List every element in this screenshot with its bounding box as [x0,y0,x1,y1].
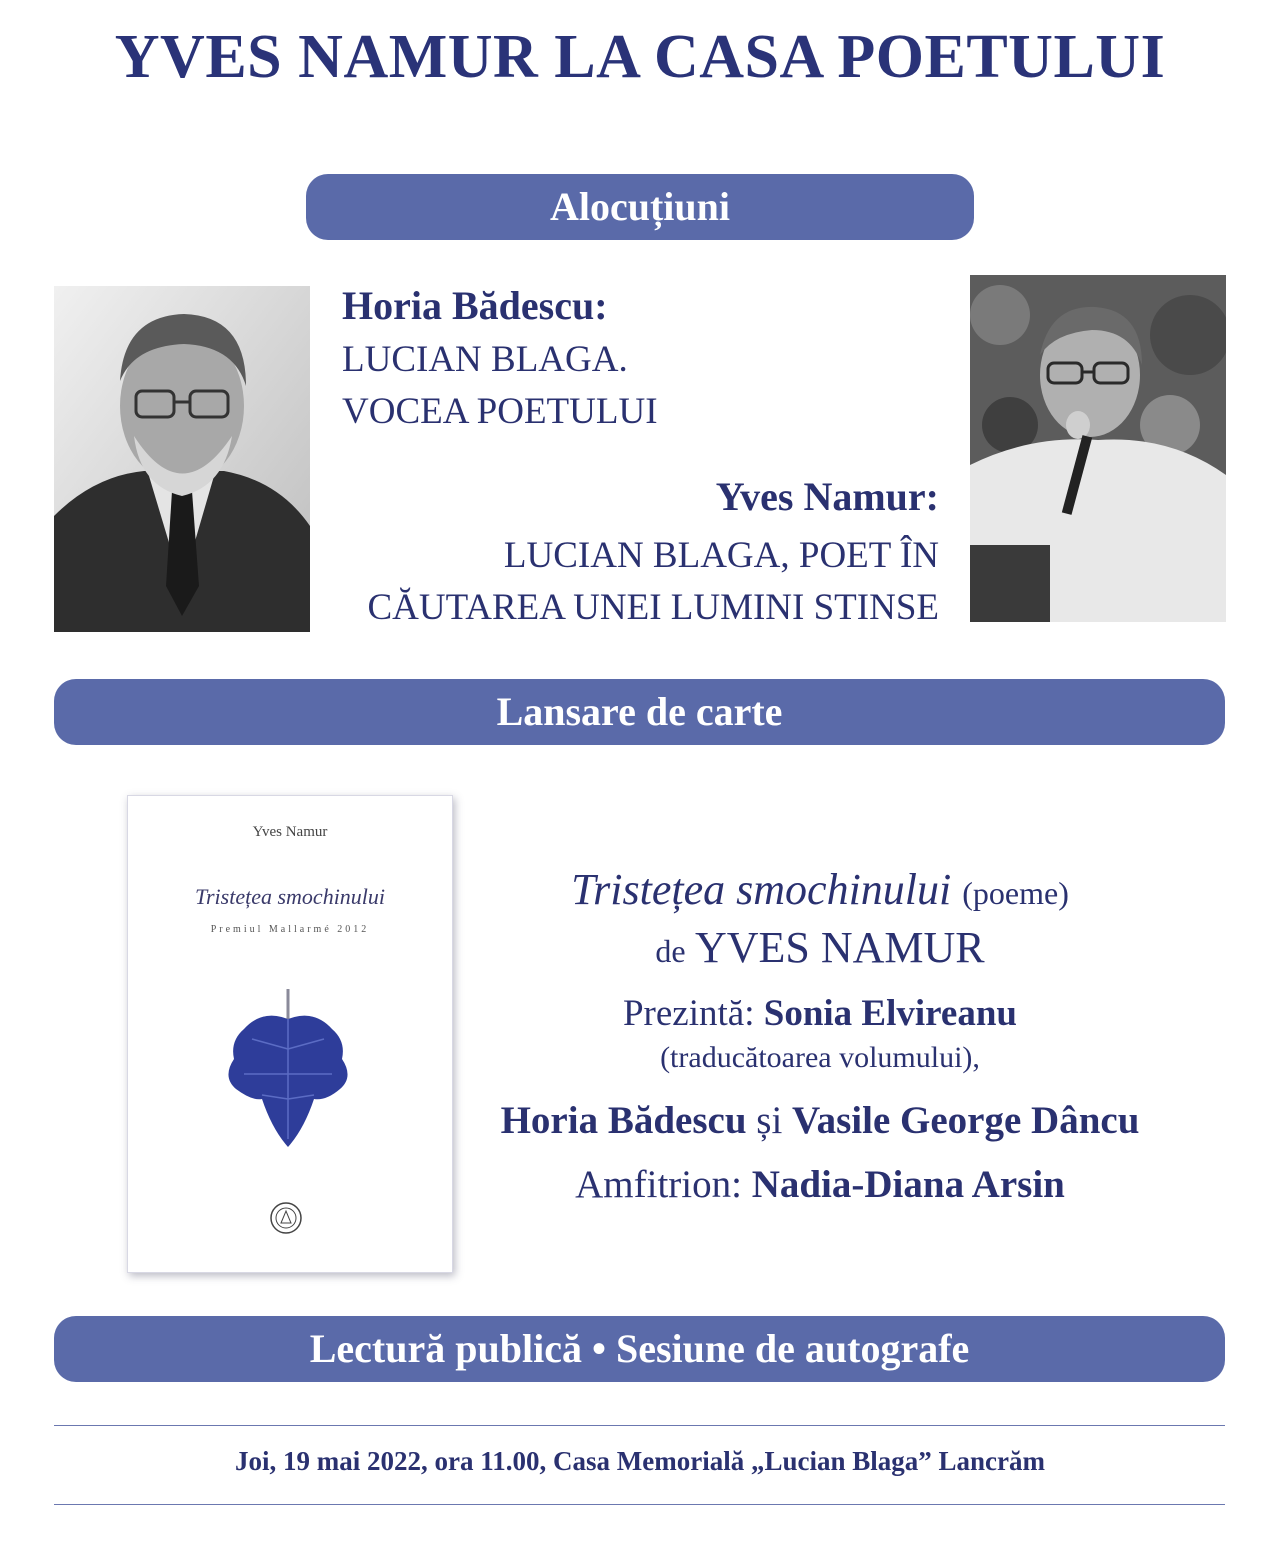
presents-label: Prezintă: [622,993,755,1034]
copresenter-2: Vasile George Dâncu [792,1099,1140,1142]
presenter-role: (traducătoarea volumului), [660,1041,980,1074]
cover-author: Yves Namur [252,824,328,840]
book-genre: (poeme) [962,875,1069,911]
page-title: YVES NAMUR LA CASA POETULUI [114,23,1166,91]
section-book-launch: Lansare de carte [54,679,1225,745]
book-title-line [475,864,1165,915]
event-details: Joi, 19 mai 2022, ora 11.00, Casa Memorială „Lucian Blaga” Lancrăm [235,1446,1045,1476]
talk-2-title-line-2: CĂUTAREA UNEI LUMINI STINSE [367,587,939,628]
book-author: YVES NAMUR [694,923,985,972]
book-author-line [475,922,1165,973]
publisher-seal-icon [269,1201,303,1235]
section-speeches: Alocuțiuni [306,174,974,240]
copresenters-line [475,1098,1165,1143]
presenter-name: Sonia Elvireanu [763,993,1018,1034]
talk-2-speaker: Yves Namur: [715,474,939,519]
cover-title: Tristețea smochinului [194,884,386,909]
speaker-photo-horia-badescu [54,286,310,632]
talk-1-title-line-1: LUCIAN BLAGA. [342,339,628,380]
book-by-prefix: de [655,933,686,969]
presenter-line [475,992,1165,1035]
cover-prize: Premiul Mallarmé 2012 [210,924,370,935]
section-reading: Lectură publică • Sesiune de autografe [54,1316,1225,1382]
host-name: Nadia-Diana Arsin [751,1163,1065,1206]
copresenter-1: Horia Bădescu [500,1099,747,1142]
host-line [475,1162,1165,1207]
book-title: Tristețea smochinului [571,865,952,914]
book-cover [127,795,453,1273]
speaker-photo-yves-namur [970,275,1226,622]
host-label: Amfitrion: [575,1163,742,1206]
talk-2-title-line-1: LUCIAN BLAGA, POET ÎN [503,535,939,576]
copresenters-and: și [756,1099,783,1142]
talk-1-title-line-2: VOCEA POETULUI [342,391,658,432]
divider-bottom [54,1504,1225,1505]
divider-top [54,1425,1225,1426]
fig-leaf-icon [222,989,354,1147]
talk-1-speaker: Horia Bădescu: [342,283,608,328]
